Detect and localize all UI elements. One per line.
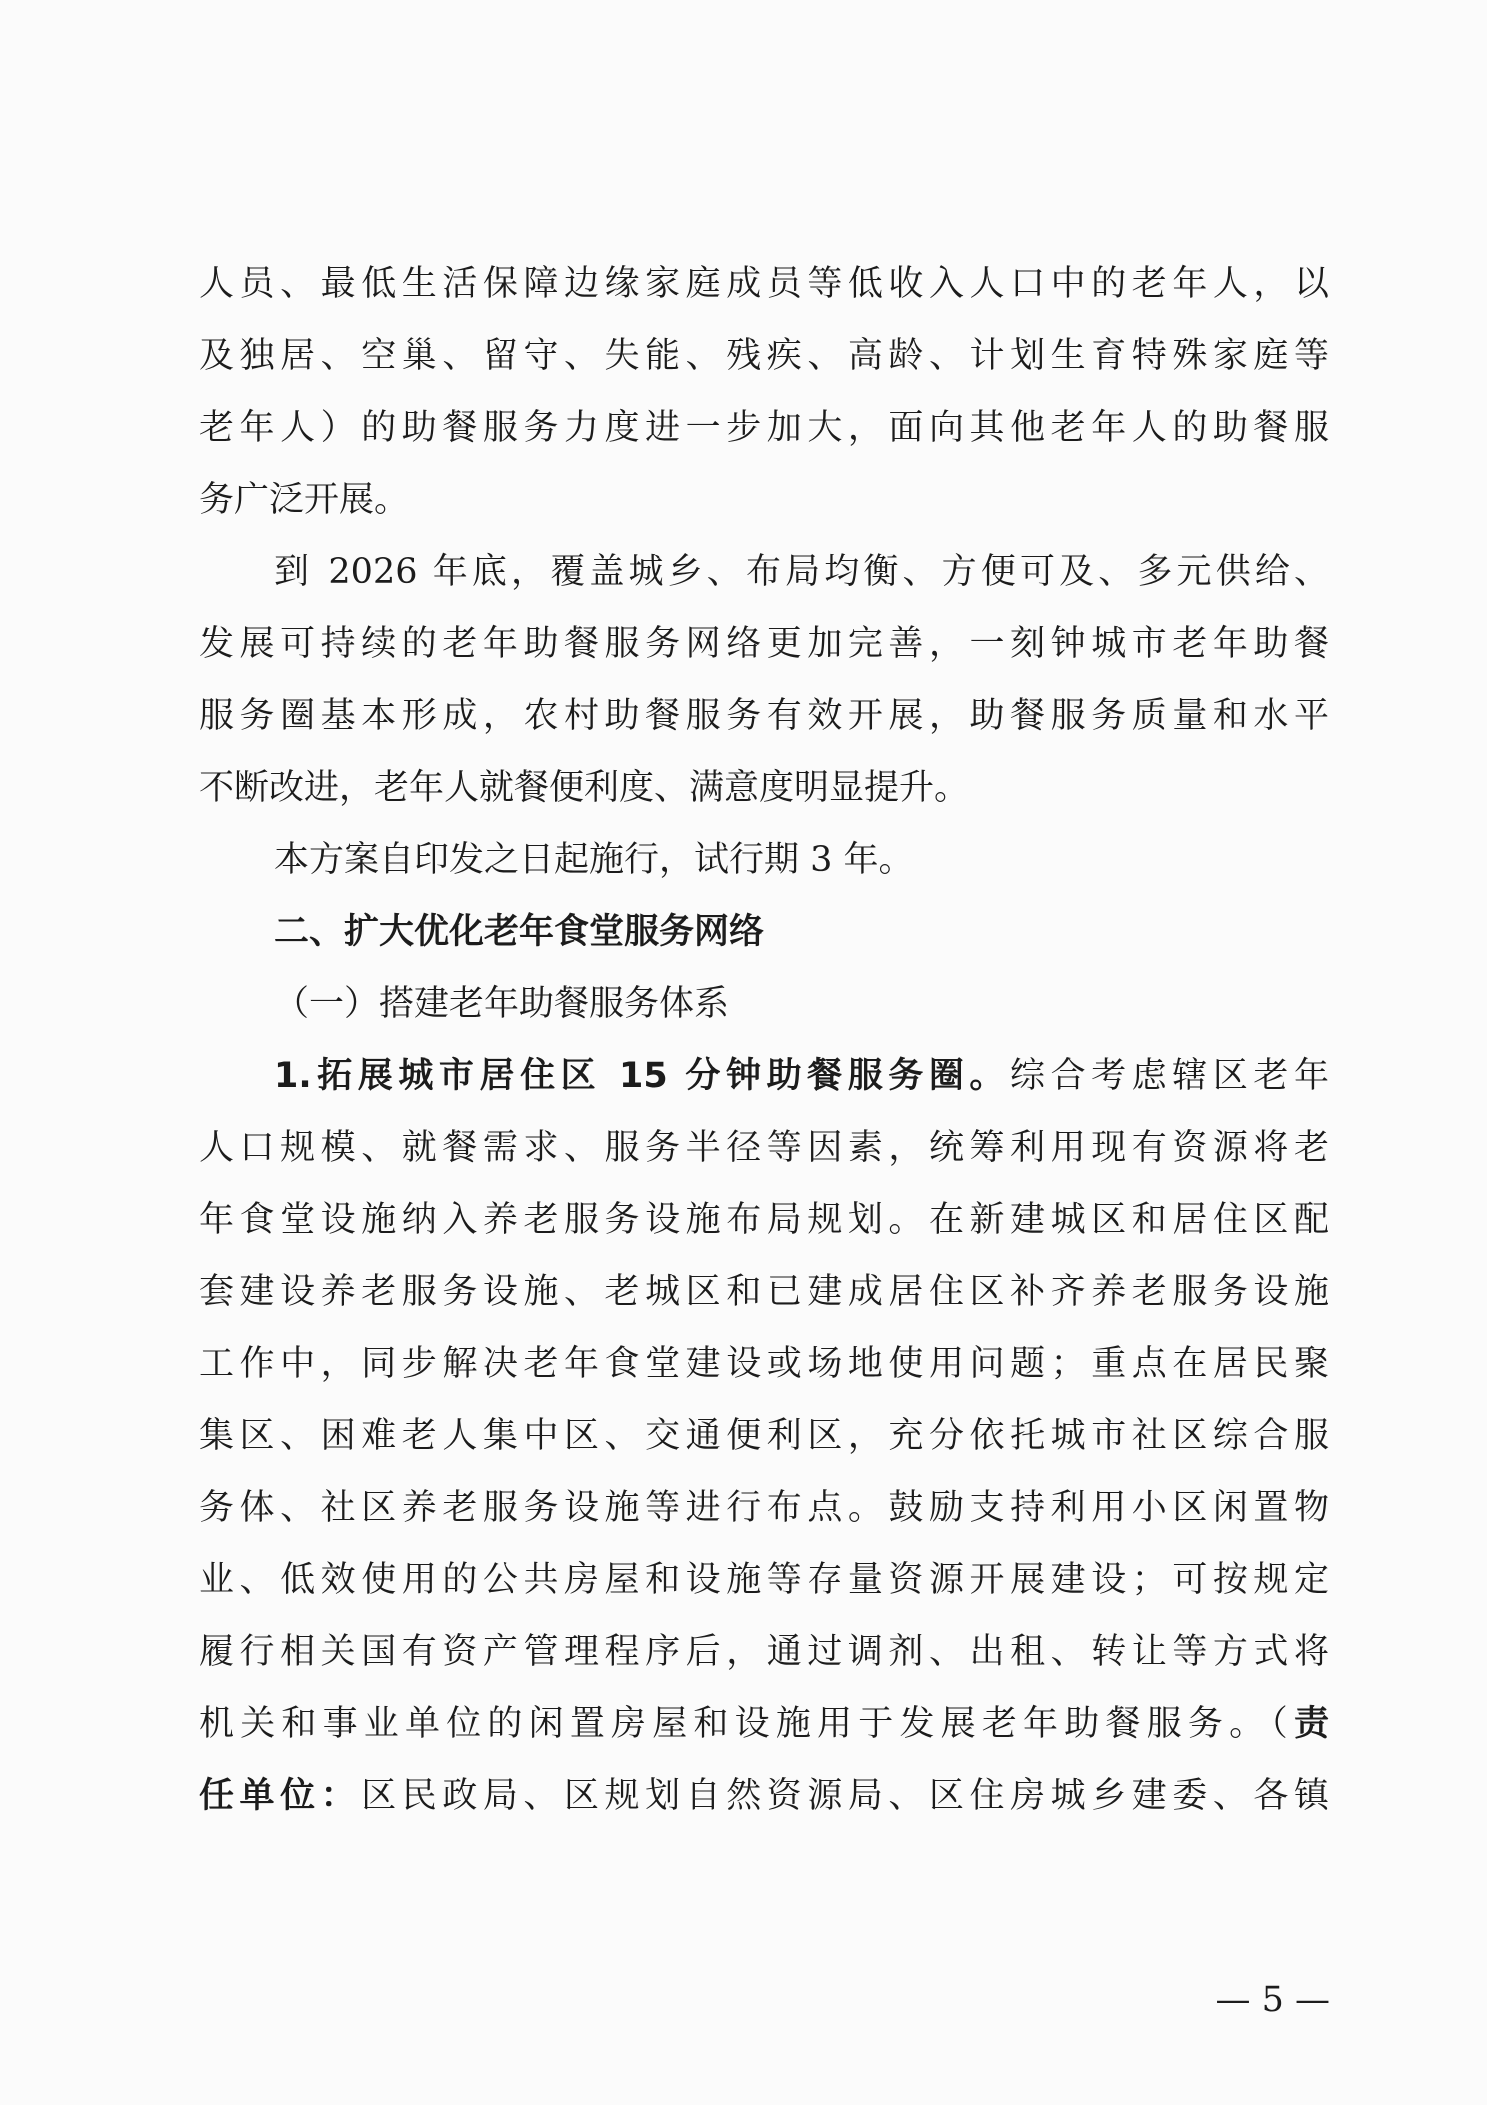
text-line: 到 2026 年底，覆盖城乡、布局均衡、方便可及、多元供给、 bbox=[274, 552, 1329, 592]
text-line: 履行相关国有资产管理程序后，通过调剂、出租、转让等方式将 bbox=[199, 1632, 1329, 1672]
text-line: 服务圈基本形成，农村助餐服务有效开展，助餐服务质量和水平 bbox=[199, 696, 1329, 736]
responsible-label: 任单位： bbox=[199, 1776, 362, 1816]
responsible-label: 责 bbox=[1293, 1704, 1329, 1744]
item-text: 区民政局、区规划自然资源局、区住房城乡建委、各镇 bbox=[361, 1776, 1329, 1816]
text-line: 集区、困难老人集中区、交通便利区，充分依托城市社区综合服 bbox=[199, 1416, 1329, 1456]
text-line: 发展可持续的老年助餐服务网络更加完善，一刻钟城市老年助餐 bbox=[199, 624, 1329, 664]
text-line: 务体、社区养老服务设施等进行布点。鼓励支持利用小区闲置物 bbox=[199, 1488, 1329, 1528]
text-line: 不断改进，老年人就餐便利度、满意度明显提升。 bbox=[199, 768, 970, 808]
text-line: 年食堂设施纳入养老服务设施布局规划。在新建城区和居住区配 bbox=[199, 1200, 1329, 1240]
item-text: 综合考虑辖区老年 bbox=[1010, 1056, 1329, 1096]
text-line: 业、低效使用的公共房屋和设施等存量资源开展建设；可按规定 bbox=[199, 1560, 1329, 1600]
text-line bbox=[199, 1702, 1329, 1746]
text-line bbox=[199, 1774, 1329, 1818]
text-line: 套建设养老服务设施、老城区和已建成居住区补齐养老服务设施 bbox=[199, 1272, 1329, 1312]
text-line: 本方案自印发之日起施行，试行期 3 年。 bbox=[274, 840, 914, 880]
text-line: 老年人）的助餐服务力度进一步加大，面向其他老年人的助餐服 bbox=[199, 408, 1329, 448]
text-line bbox=[274, 1054, 1329, 1098]
page-number: — 5 — bbox=[1215, 1980, 1330, 2020]
section-heading: 二、扩大优化老年食堂服务网络 bbox=[274, 912, 765, 952]
text-line: 及独居、空巢、留守、失能、残疾、高龄、计划生育特殊家庭等 bbox=[199, 336, 1329, 376]
text-line: 人员、最低生活保障边缘家庭成员等低收入人口中的老年人，以 bbox=[199, 264, 1329, 304]
item-title: 1.拓展城市居住区 15 分钟助餐服务圈。 bbox=[274, 1056, 1010, 1096]
text-line: 务广泛开展。 bbox=[199, 480, 410, 520]
text-line: 人口规模、就餐需求、服务半径等因素，统筹利用现有资源将老 bbox=[199, 1128, 1329, 1168]
item-text: 机关和事业单位的闲置房屋和设施用于发展老年助餐服务。（ bbox=[199, 1704, 1294, 1744]
subsection-heading: （一）搭建老年助餐服务体系 bbox=[274, 984, 730, 1024]
text-line: 工作中，同步解决老年食堂建设或场地使用问题；重点在居民聚 bbox=[199, 1344, 1329, 1384]
